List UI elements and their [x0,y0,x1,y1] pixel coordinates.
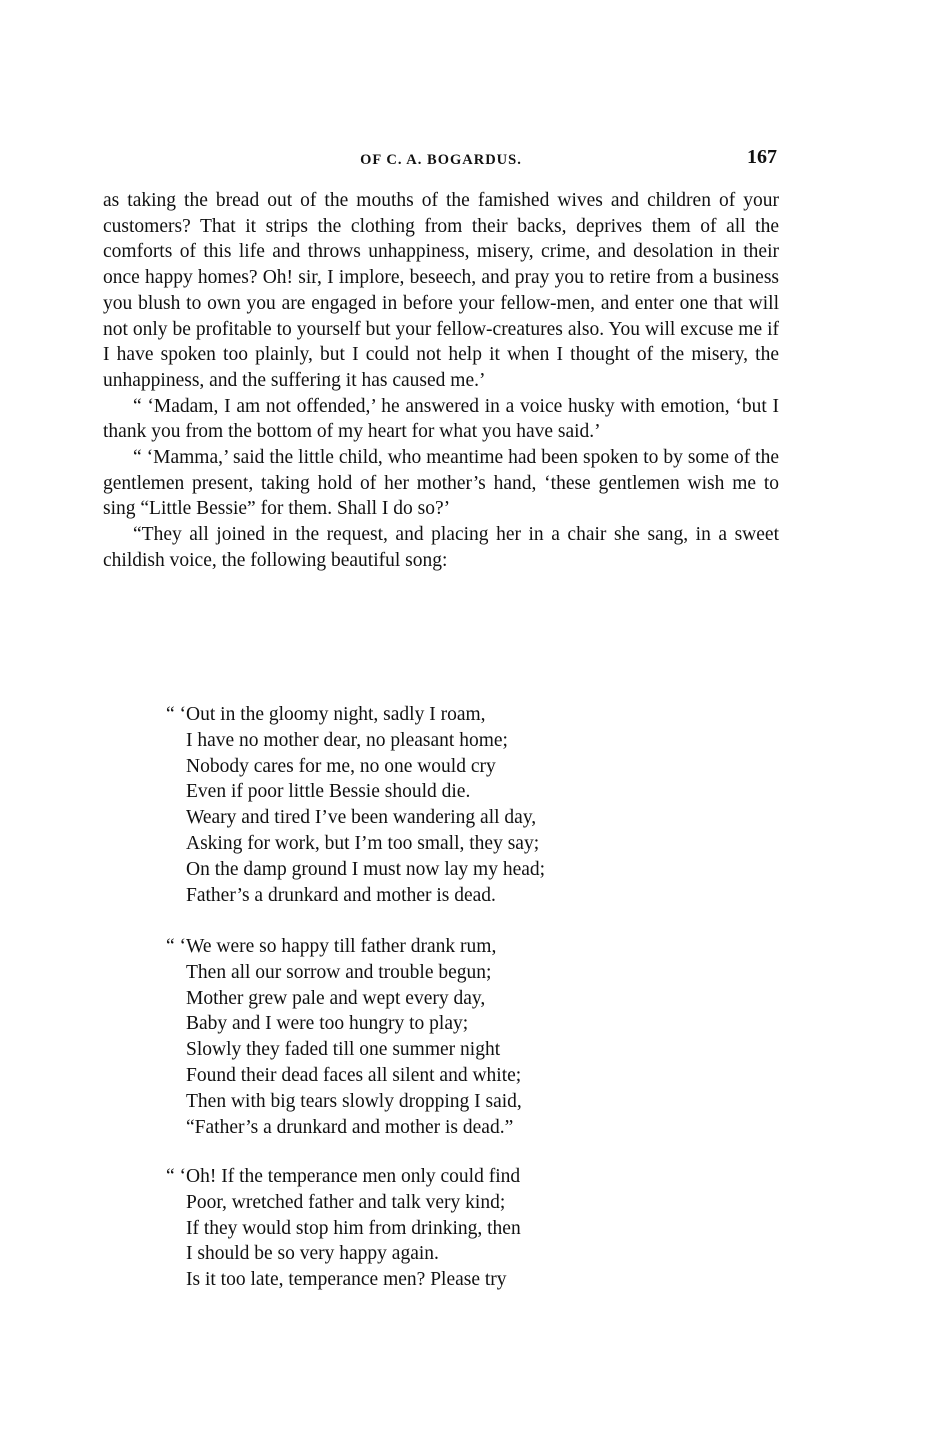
verse-line: Baby and I were too hungry to play; [186,1013,469,1035]
song-stanza-1 [160,702,720,908]
verse-line: Weary and tired I’ve been wandering all day, [186,807,537,829]
verse-line: Then with big tears slowly dropping I said, [186,1090,522,1112]
paragraph-request: “They all joined in the request, and placing her in a chair she sang, in a sweet childish voice, the following beautiful song: [103,524,779,571]
verse-line: “ ‘We were so happy till father drank rum, [166,936,497,957]
song-stanza-3 [160,1164,720,1293]
verse-line: Found their dead faces all silent and white; [186,1064,522,1086]
verse-line: If they would stop him from drinking, then [186,1217,521,1239]
verse-line: “Father’s a drunkard and mother is dead.” [186,1116,514,1138]
verse-line: Father’s a drunkard and mother is dead. [186,884,496,906]
verse-line: “ ‘Out in the gloomy night, sadly I roam, [166,704,486,725]
verse-line: “ ‘Oh! If the temperance men only could find [166,1166,521,1187]
verse-line: Even if poor little Bessie should die. [186,781,471,803]
verse-line: Is it too late, temperance men? Please try [186,1269,507,1291]
verse-line: I have no mother dear, no pleasant home; [186,729,508,751]
paragraph-mamma: “ ‘Mamma,’ said the little child, who meantime had been spoken to by some of the gentlemen present, taking hold of her mother’s hand, ‘these gentlemen wish me to sing “Little Bessie” for them. Shall I do so?’ [103,447,779,520]
verse-line: Slowly they faded till one summer night [186,1039,501,1061]
song-stanza-2 [160,934,720,1140]
paragraph-not-offended: “ ‘Madam, I am not offended,’ he answered in a voice husky with emotion, ‘but I thank you from the bottom of my heart for what you have said.’ [103,395,779,443]
paragraph-continued: as taking the bread out of the mouths of the famished wives and children of your customers? That it strips the clothing from their backs, deprives them of all the comforts of this life and throws unhappiness, misery, crime, and desolation in their once happy homes? Oh! sir, I implore, beseech, and pray you to retire from a business you blush to own you are engaged in before your fellow-men, and enter one that will not only be profitable to yourself but your fellow-creatures also. You will excuse me if I have spoken too plainly, but I could not help it when I thought of the misery, the unhappiness, and the suffering it has caused me.’ [103,190,779,391]
verse-line: Then all our sorrow and trouble begun; [186,961,492,983]
verse-line: Poor, wretched father and talk very kind; [186,1191,506,1213]
running-title: OF C. A. BOGARDUS. [360,152,522,168]
page-number: 167 [747,146,777,168]
verse-line: Nobody cares for me, no one would cry [186,755,496,777]
verse-line: On the damp ground I must now lay my head; [186,858,546,880]
verse-line: Asking for work, but I’m too small, they say; [186,832,540,854]
prose-body [103,188,779,574]
verse-line: I should be so very happy again. [186,1243,439,1265]
running-head [103,146,779,174]
verse-line: Mother grew pale and wept every day, [186,987,486,1009]
